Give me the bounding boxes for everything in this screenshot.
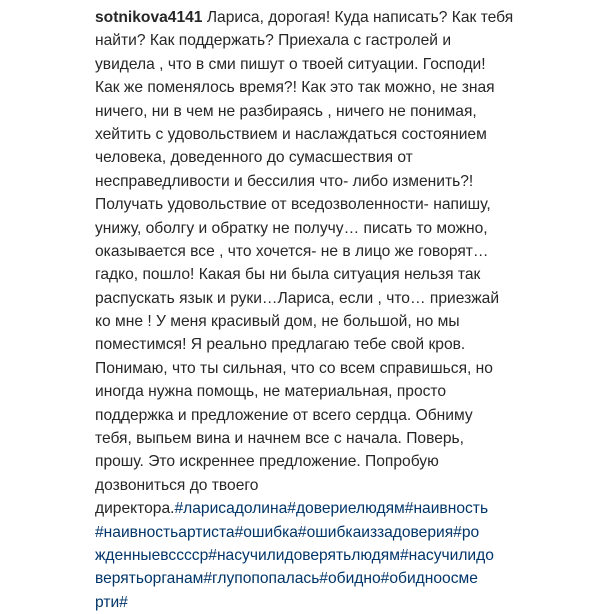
caption-text: Лариса, дорогая! Куда написать? Как тебя bbox=[202, 9, 514, 26]
hashtag-link[interactable]: #наивностьартиста#ошибка#ошибкаиззадоверия#ро bbox=[95, 523, 480, 541]
caption-line: унижу, оболгу и обратку не получу… писать то можно, bbox=[95, 219, 488, 237]
hashtag-link[interactable]: #ларисадолина#довериелюдям#наивность bbox=[174, 500, 489, 518]
caption-line: оказывается все , что хочется- не в лицо же говорят… bbox=[95, 242, 489, 260]
caption-line: иногда нужна помощь, не материальная, просто bbox=[95, 383, 447, 401]
caption-line: прошу. Это искреннее предложение. Попробую bbox=[95, 453, 439, 471]
caption-line: дозвониться до твоего bbox=[95, 476, 259, 494]
caption-line: поддержка и предложение от всего сердца. Обниму bbox=[95, 406, 473, 424]
hashtag-line bbox=[95, 567, 521, 590]
caption-line: найти? Как поддержать? Приехала с гастролей и bbox=[95, 32, 452, 50]
caption-line: человека, доведенного до сумасшествия от bbox=[95, 149, 413, 167]
caption-line: несправедливости и бессилия что- либо изменить?! bbox=[95, 172, 474, 190]
caption-line: Как же поменялось время?! Как это так можно, не зная bbox=[95, 79, 495, 97]
hashtag-link[interactable]: жденныевсссср#насучилидоверятьлюдям#насучилидо bbox=[95, 546, 494, 564]
caption-line: тебя, выпьем вина и начнем все с начала. Поверь, bbox=[95, 430, 465, 448]
caption-line: Понимаю, что ты сильная, что со всем справишься, но bbox=[95, 359, 493, 377]
caption-line bbox=[95, 497, 521, 520]
caption-line: Получать удовольствие от вседозволенности- напишу, bbox=[95, 196, 491, 214]
caption-line bbox=[95, 6, 521, 29]
caption-line: ко мне ! У меня красивый дом, не большой, но мы bbox=[95, 313, 460, 331]
hashtag-line bbox=[95, 544, 521, 567]
hashtag-line bbox=[95, 521, 521, 544]
caption-text: директора. bbox=[95, 500, 175, 518]
caption-line: гадко, пошло! Какая бы ни была ситуация нельзя так bbox=[95, 266, 481, 284]
hashtag-link[interactable]: верятьорганам#глупопопалась#обидно#обидноосме bbox=[95, 570, 478, 588]
username-link[interactable]: sotnikova4141 bbox=[95, 9, 203, 26]
hashtag-line bbox=[95, 591, 521, 614]
post-caption bbox=[95, 6, 521, 611]
caption-line: увидела , что в сми пишут о твоей ситуации. Господи! bbox=[95, 55, 486, 73]
caption-line: поместимся! Я реально предлагаю тебе свой кров. bbox=[95, 336, 466, 354]
caption-line: хейтить с удовольствием и наслаждаться состоянием bbox=[95, 125, 487, 143]
caption-line: распускать язык и руки…Лариса, если , что… приезжай bbox=[95, 289, 500, 307]
hashtag-link[interactable]: рти# bbox=[95, 593, 128, 611]
caption-line: ничего, ни в чем не разбираясь , ничего не понимая, bbox=[95, 102, 477, 120]
